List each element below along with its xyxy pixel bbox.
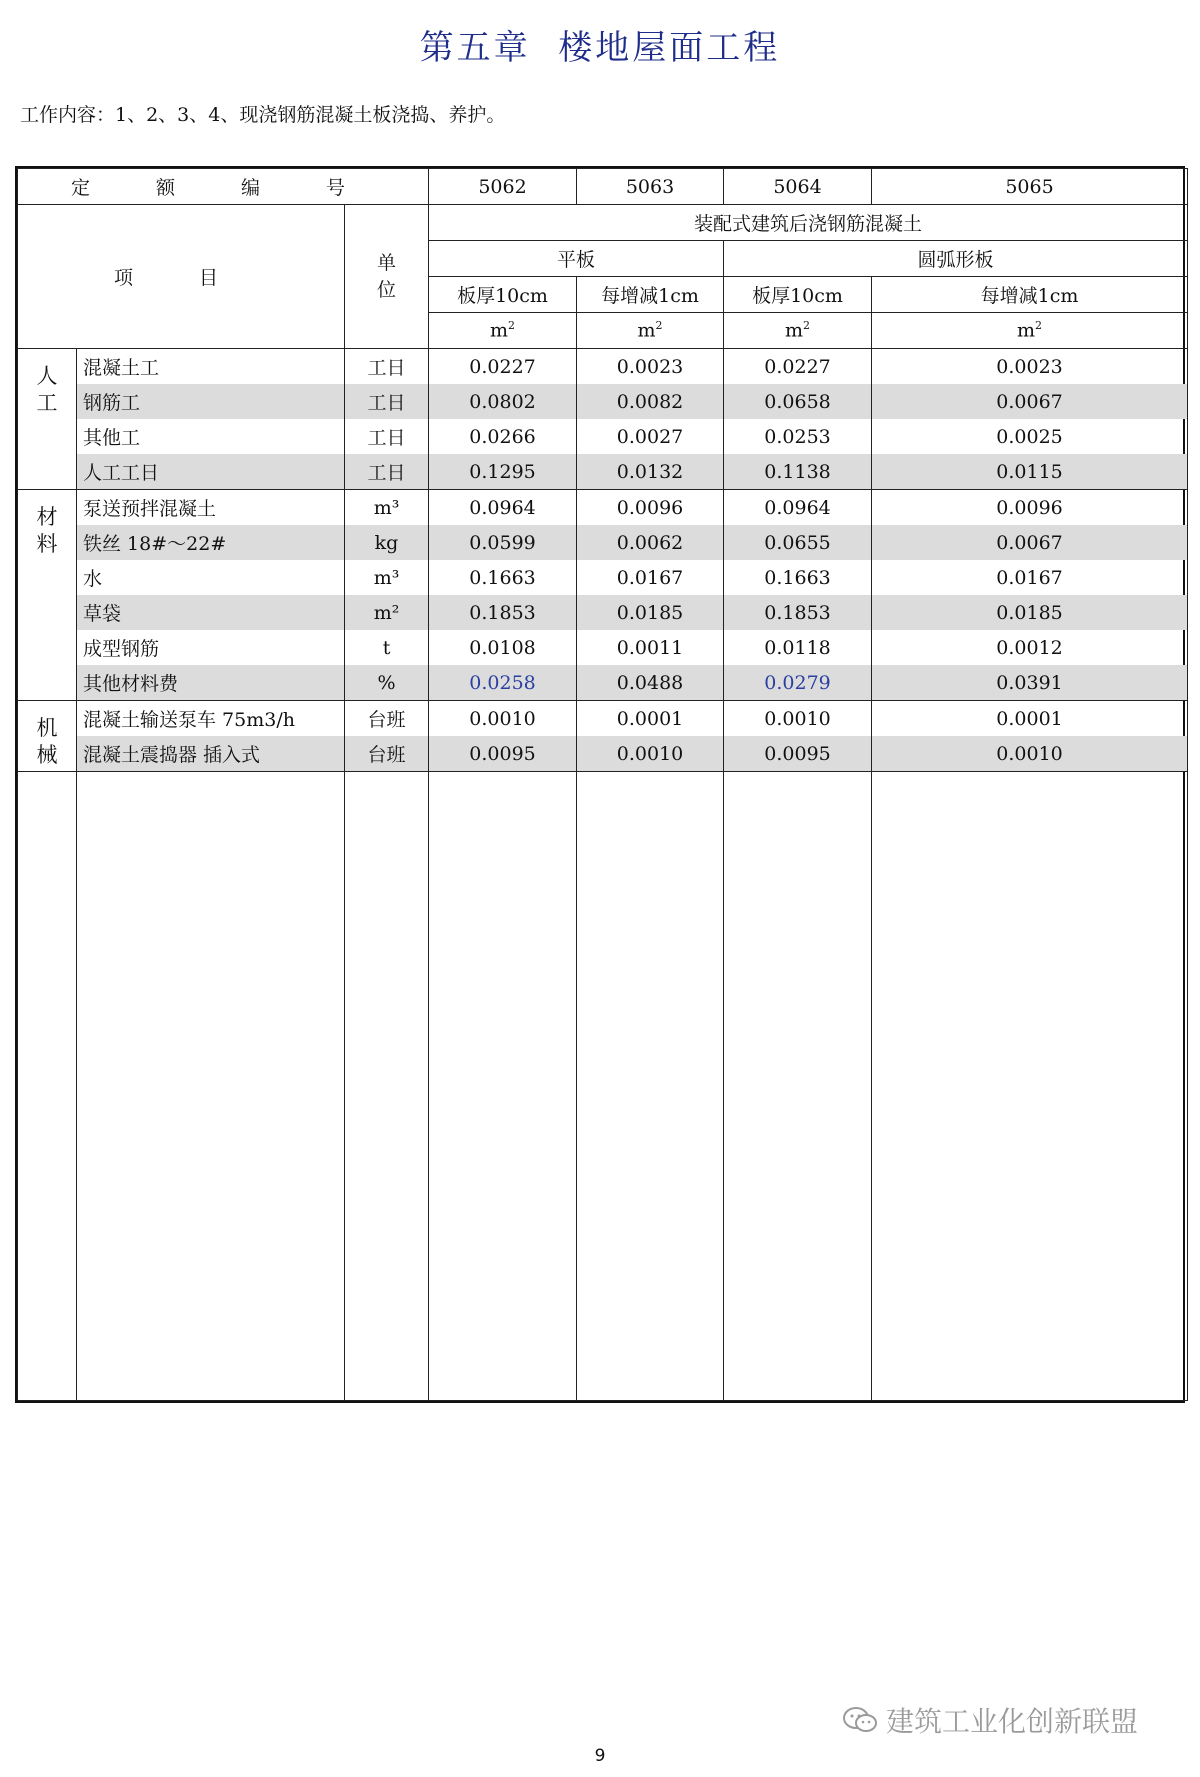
table-row — [18, 454, 1188, 490]
value-cell: 0.0010 — [872, 736, 1188, 772]
value-cell: 0.1853 — [724, 595, 872, 630]
value-cell: 0.0185 — [872, 595, 1188, 630]
value-cell: 0.0964 — [429, 490, 577, 526]
item-name: 混凝土震捣器 插入式 — [77, 736, 345, 772]
item-unit: t — [345, 630, 429, 665]
work-content: 工作内容：1、2、3、4、现浇钢筋混凝土板浇捣、养护。 — [20, 104, 506, 126]
item-name: 其他工 — [77, 419, 345, 454]
item-unit: 工日 — [345, 454, 429, 490]
item-unit: 台班 — [345, 701, 429, 737]
value-cell: 0.1853 — [429, 595, 577, 630]
item-unit: 工日 — [345, 419, 429, 454]
value-cell: 0.0227 — [724, 349, 872, 385]
item-unit: 工日 — [345, 384, 429, 419]
item-unit: m² — [345, 595, 429, 630]
table-row — [18, 349, 1188, 385]
blank-cell — [872, 772, 1188, 1401]
quota-table — [15, 166, 1185, 1403]
item-unit: m³ — [345, 560, 429, 595]
watermark-text: 建筑工业化创新联盟 — [886, 1705, 1139, 1738]
value-cell: 0.0115 — [872, 454, 1188, 490]
value-cell: 0.0023 — [872, 349, 1188, 385]
item-name: 水 — [77, 560, 345, 595]
table-row — [18, 701, 1188, 737]
value-cell: 0.0167 — [577, 560, 724, 595]
quota-code-row — [18, 169, 1188, 205]
table-row — [18, 384, 1188, 419]
table-row — [18, 665, 1188, 701]
col-label: 板厚10cm — [724, 277, 872, 313]
table-row — [18, 630, 1188, 665]
category-label: 机 械 — [18, 701, 77, 772]
value-cell: 0.0279 — [724, 665, 872, 701]
item-name: 其他材料费 — [77, 665, 345, 701]
col-unit: $m^2$ — [577, 313, 724, 349]
item-name: 钢筋工 — [77, 384, 345, 419]
unit-header: 单 位 — [345, 205, 429, 349]
value-cell: 0.0658 — [724, 384, 872, 419]
value-cell: 0.0095 — [724, 736, 872, 772]
blank-cell — [577, 772, 724, 1401]
col-unit: $m^2$ — [724, 313, 872, 349]
item-name: 铁丝 18#～22# — [77, 525, 345, 560]
page-number: 9 — [594, 1746, 606, 1766]
value-cell: 0.0027 — [577, 419, 724, 454]
value-cell: 0.0010 — [429, 701, 577, 737]
value-cell: 0.0227 — [429, 349, 577, 385]
item-name: 混凝土工 — [77, 349, 345, 385]
table-row — [18, 560, 1188, 595]
item-name: 人工工日 — [77, 454, 345, 490]
code-cell: 5063 — [577, 169, 724, 205]
blank-row — [18, 772, 1188, 1401]
blank-cell — [429, 772, 577, 1401]
item-name: 草袋 — [77, 595, 345, 630]
blank-cell — [724, 772, 872, 1401]
value-cell: 0.0132 — [577, 454, 724, 490]
col-unit: $m^2$ — [872, 313, 1188, 349]
item-unit: kg — [345, 525, 429, 560]
value-cell: 0.0062 — [577, 525, 724, 560]
value-cell: 0.0488 — [577, 665, 724, 701]
col-label: 每增减1cm — [872, 277, 1188, 313]
col-unit: $m^2$ — [429, 313, 577, 349]
table-row — [18, 525, 1188, 560]
value-cell: 0.0001 — [872, 701, 1188, 737]
value-cell: 0.0167 — [872, 560, 1188, 595]
wechat-icon — [842, 1706, 878, 1734]
code-cell: 5064 — [724, 169, 872, 205]
item-name: 混凝土输送泵车 75m3/h — [77, 701, 345, 737]
value-cell: 0.0118 — [724, 630, 872, 665]
category-label: 材 料 — [18, 490, 77, 701]
value-cell: 0.0096 — [872, 490, 1188, 526]
value-cell: 0.0802 — [429, 384, 577, 419]
item-unit: 工日 — [345, 349, 429, 385]
value-cell: 0.0010 — [724, 701, 872, 737]
value-cell: 0.0266 — [429, 419, 577, 454]
table-row — [18, 595, 1188, 630]
value-cell: 0.1295 — [429, 454, 577, 490]
value-cell: 0.0964 — [724, 490, 872, 526]
item-unit: 台班 — [345, 736, 429, 772]
item-unit: m³ — [345, 490, 429, 526]
value-cell: 0.0599 — [429, 525, 577, 560]
value-cell: 0.0067 — [872, 525, 1188, 560]
watermark — [842, 1700, 1138, 1740]
value-cell: 0.0108 — [429, 630, 577, 665]
group-title: 装配式建筑后浇钢筋混凝土 — [429, 205, 1188, 241]
value-cell: 0.0010 — [577, 736, 724, 772]
blank-cell — [77, 772, 345, 1401]
value-cell: 0.0258 — [429, 665, 577, 701]
item-name: 成型钢筋 — [77, 630, 345, 665]
value-cell: 0.0391 — [872, 665, 1188, 701]
value-cell: 0.0012 — [872, 630, 1188, 665]
item-unit: % — [345, 665, 429, 701]
value-cell: 0.0001 — [577, 701, 724, 737]
subgroup-flat: 平板 — [429, 241, 724, 277]
code-cell: 5065 — [872, 169, 1188, 205]
col-label: 板厚10cm — [429, 277, 577, 313]
value-cell: 0.0082 — [577, 384, 724, 419]
page-title: 第五章 楼地屋面工程 — [419, 28, 781, 68]
value-cell: 0.0655 — [724, 525, 872, 560]
value-cell: 0.1663 — [429, 560, 577, 595]
item-header: 项 目 — [18, 205, 345, 349]
value-cell: 0.0025 — [872, 419, 1188, 454]
table-row — [18, 490, 1188, 526]
value-cell: 0.1138 — [724, 454, 872, 490]
table-row — [18, 736, 1188, 772]
value-cell: 0.0023 — [577, 349, 724, 385]
value-cell: 0.0011 — [577, 630, 724, 665]
value-cell: 0.0185 — [577, 595, 724, 630]
value-cell: 0.0253 — [724, 419, 872, 454]
value-cell: 0.0095 — [429, 736, 577, 772]
subgroup-arc: 圆弧形板 — [724, 241, 1188, 277]
value-cell: 0.0096 — [577, 490, 724, 526]
quota-label: 定 额 编 号 — [18, 169, 429, 205]
blank-cell — [345, 772, 429, 1401]
table-row — [18, 419, 1188, 454]
col-label: 每增减1cm — [577, 277, 724, 313]
blank-cell — [18, 772, 77, 1401]
item-name: 泵送预拌混凝土 — [77, 490, 345, 526]
category-label: 人 工 — [18, 349, 77, 490]
value-cell: 0.0067 — [872, 384, 1188, 419]
value-cell: 0.1663 — [724, 560, 872, 595]
code-cell: 5062 — [429, 169, 577, 205]
